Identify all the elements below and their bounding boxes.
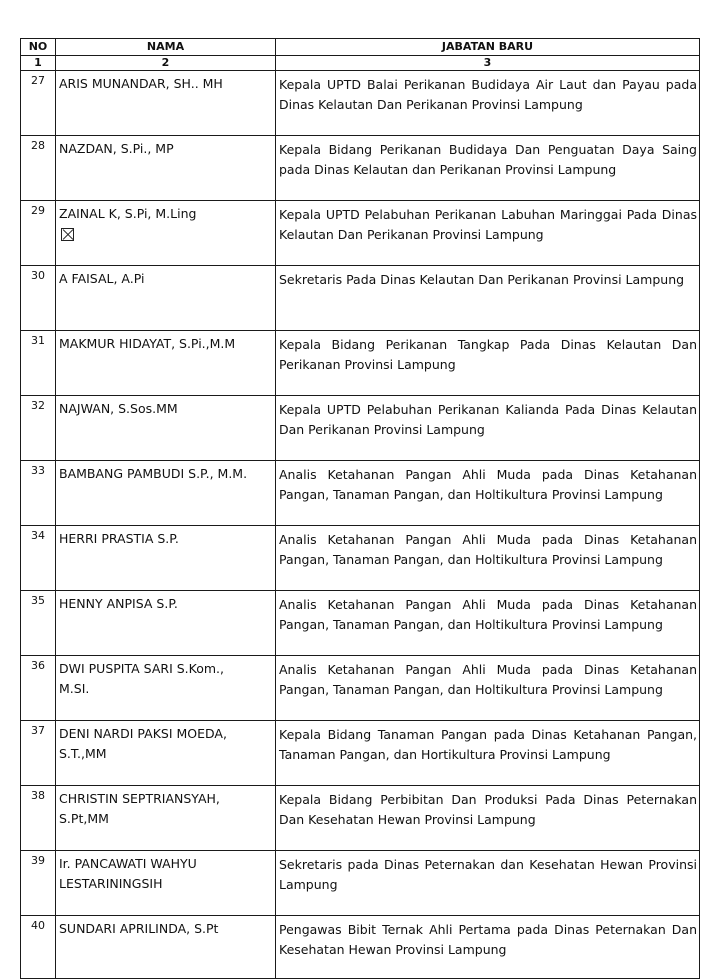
row-name-line: ZAINAL K, S.Pi, M.Ling — [59, 206, 197, 221]
row-name-line: NAJWAN, S.Sos.MM — [59, 401, 178, 416]
row-name — [56, 721, 276, 786]
header-jabatan: JABATAN BARU — [276, 39, 700, 56]
row-name — [56, 266, 276, 331]
row-number: 29 — [21, 201, 56, 266]
table-row — [21, 396, 700, 461]
row-name — [56, 71, 276, 136]
row-name — [56, 526, 276, 591]
column-number-no: 1 — [21, 56, 56, 71]
row-name-line: BAMBANG PAMBUDI S.P., M.M. — [59, 466, 248, 481]
row-number: 39 — [21, 851, 56, 916]
row-position: Kepala UPTD Balai Perikanan Budidaya Air Laut dan Payau pada Dinas Kelautan Dan Perikanan Provinsi Lampung — [276, 71, 700, 136]
row-position: Analis Ketahanan Pangan Ahli Muda pada Dinas Ketahanan Pangan, Tanaman Pangan, dan Holtikultura Provinsi Lampung — [276, 656, 700, 721]
row-position: Kepala Bidang Perikanan Tangkap Pada Dinas Kelautan Dan Perikanan Provinsi Lampung — [276, 331, 700, 396]
row-name-line: M.SI. — [59, 681, 90, 696]
table-row — [21, 71, 700, 136]
row-name-line: A FAISAL, A.Pi — [59, 271, 145, 286]
row-name-line: DENI NARDI PAKSI MOEDA, — [59, 726, 227, 741]
table-row — [21, 851, 700, 916]
row-position: Pengawas Bibit Ternak Ahli Pertama pada Dinas Peternakan Dan Kesehatan Hewan Provinsi Lampung — [276, 916, 700, 979]
row-name-line: SUNDARI APRILINDA, S.Pt — [59, 921, 219, 936]
row-name — [56, 461, 276, 526]
row-position: Sekretaris Pada Dinas Kelautan Dan Perikanan Provinsi Lampung — [276, 266, 700, 331]
table-row — [21, 526, 700, 591]
row-position: Kepala Bidang Perbibitan Dan Produksi Pada Dinas Peternakan Dan Kesehatan Hewan Provinsi Lampung — [276, 786, 700, 851]
header-nama: NAMA — [56, 39, 276, 56]
table-row — [21, 786, 700, 851]
row-position: Sekretaris pada Dinas Peternakan dan Kesehatan Hewan Provinsi Lampung — [276, 851, 700, 916]
table-row — [21, 591, 700, 656]
table-row — [21, 916, 700, 979]
table-row — [21, 331, 700, 396]
row-name-line: LESTARININGSIH — [59, 876, 163, 891]
row-name-line: HERRI PRASTIA S.P. — [59, 531, 179, 546]
row-number: 32 — [21, 396, 56, 461]
row-name — [56, 396, 276, 461]
row-number: 34 — [21, 526, 56, 591]
row-number: 31 — [21, 331, 56, 396]
column-number-nama: 2 — [56, 56, 276, 71]
row-position: Kepala UPTD Pelabuhan Perikanan Kalianda Pada Dinas Kelautan Dan Perikanan Provinsi Lampung — [276, 396, 700, 461]
row-position: Kepala Bidang Tanaman Pangan pada Dinas Ketahanan Pangan, Tanaman Pangan, dan Hortikultura Provinsi Lampung — [276, 721, 700, 786]
row-number: 28 — [21, 136, 56, 201]
row-name-line: S.T.,MM — [59, 746, 107, 761]
table-row — [21, 721, 700, 786]
row-name — [56, 656, 276, 721]
row-number: 38 — [21, 786, 56, 851]
row-name-line: CHRISTIN SEPTRIANSYAH, — [59, 791, 220, 806]
column-number-jabatan: 3 — [276, 56, 700, 71]
row-position: Kepala Bidang Perikanan Budidaya Dan Penguatan Daya Saing pada Dinas Kelautan dan Perikanan Provinsi Lampung — [276, 136, 700, 201]
table-row — [21, 136, 700, 201]
row-name — [56, 136, 276, 201]
table-row — [21, 266, 700, 331]
row-position: Kepala UPTD Pelabuhan Perikanan Labuhan Maringgai Pada Dinas Kelautan Dan Perikanan Provinsi Lampung — [276, 201, 700, 266]
appointment-table — [20, 38, 700, 979]
crossed-box-icon — [61, 228, 74, 241]
row-name — [56, 916, 276, 979]
row-number: 40 — [21, 916, 56, 979]
row-name-line: S.Pt,MM — [59, 811, 109, 826]
row-number: 36 — [21, 656, 56, 721]
row-name-line: ARIS MUNANDAR, SH.. MH — [59, 76, 223, 91]
row-name-line: DWI PUSPITA SARI S.Kom., — [59, 661, 224, 676]
table-row — [21, 656, 700, 721]
row-name — [56, 786, 276, 851]
table-row — [21, 201, 700, 266]
row-number: 37 — [21, 721, 56, 786]
row-name — [56, 851, 276, 916]
row-number: 30 — [21, 266, 56, 331]
column-number-row — [21, 56, 700, 71]
row-name — [56, 331, 276, 396]
row-position: Analis Ketahanan Pangan Ahli Muda pada Dinas Ketahanan Pangan, Tanaman Pangan, dan Holtikultura Provinsi Lampung — [276, 526, 700, 591]
row-name-line: NAZDAN, S.Pi., MP — [59, 141, 174, 156]
table-row — [21, 461, 700, 526]
header-row — [21, 39, 700, 56]
row-number: 27 — [21, 71, 56, 136]
row-number: 35 — [21, 591, 56, 656]
row-number: 33 — [21, 461, 56, 526]
row-name-line: MAKMUR HIDAYAT, S.Pi.,M.M — [59, 336, 236, 351]
row-name — [56, 591, 276, 656]
header-no: NO — [21, 39, 56, 56]
row-name-line: Ir. PANCAWATI WAHYU — [59, 856, 197, 871]
row-name — [56, 201, 276, 266]
row-position: Analis Ketahanan Pangan Ahli Muda pada Dinas Ketahanan Pangan, Tanaman Pangan, dan Holtikultura Provinsi Lampung — [276, 591, 700, 656]
row-name-line: HENNY ANPISA S.P. — [59, 596, 178, 611]
row-position: Analis Ketahanan Pangan Ahli Muda pada Dinas Ketahanan Pangan, Tanaman Pangan, dan Holtikultura Provinsi Lampung — [276, 461, 700, 526]
